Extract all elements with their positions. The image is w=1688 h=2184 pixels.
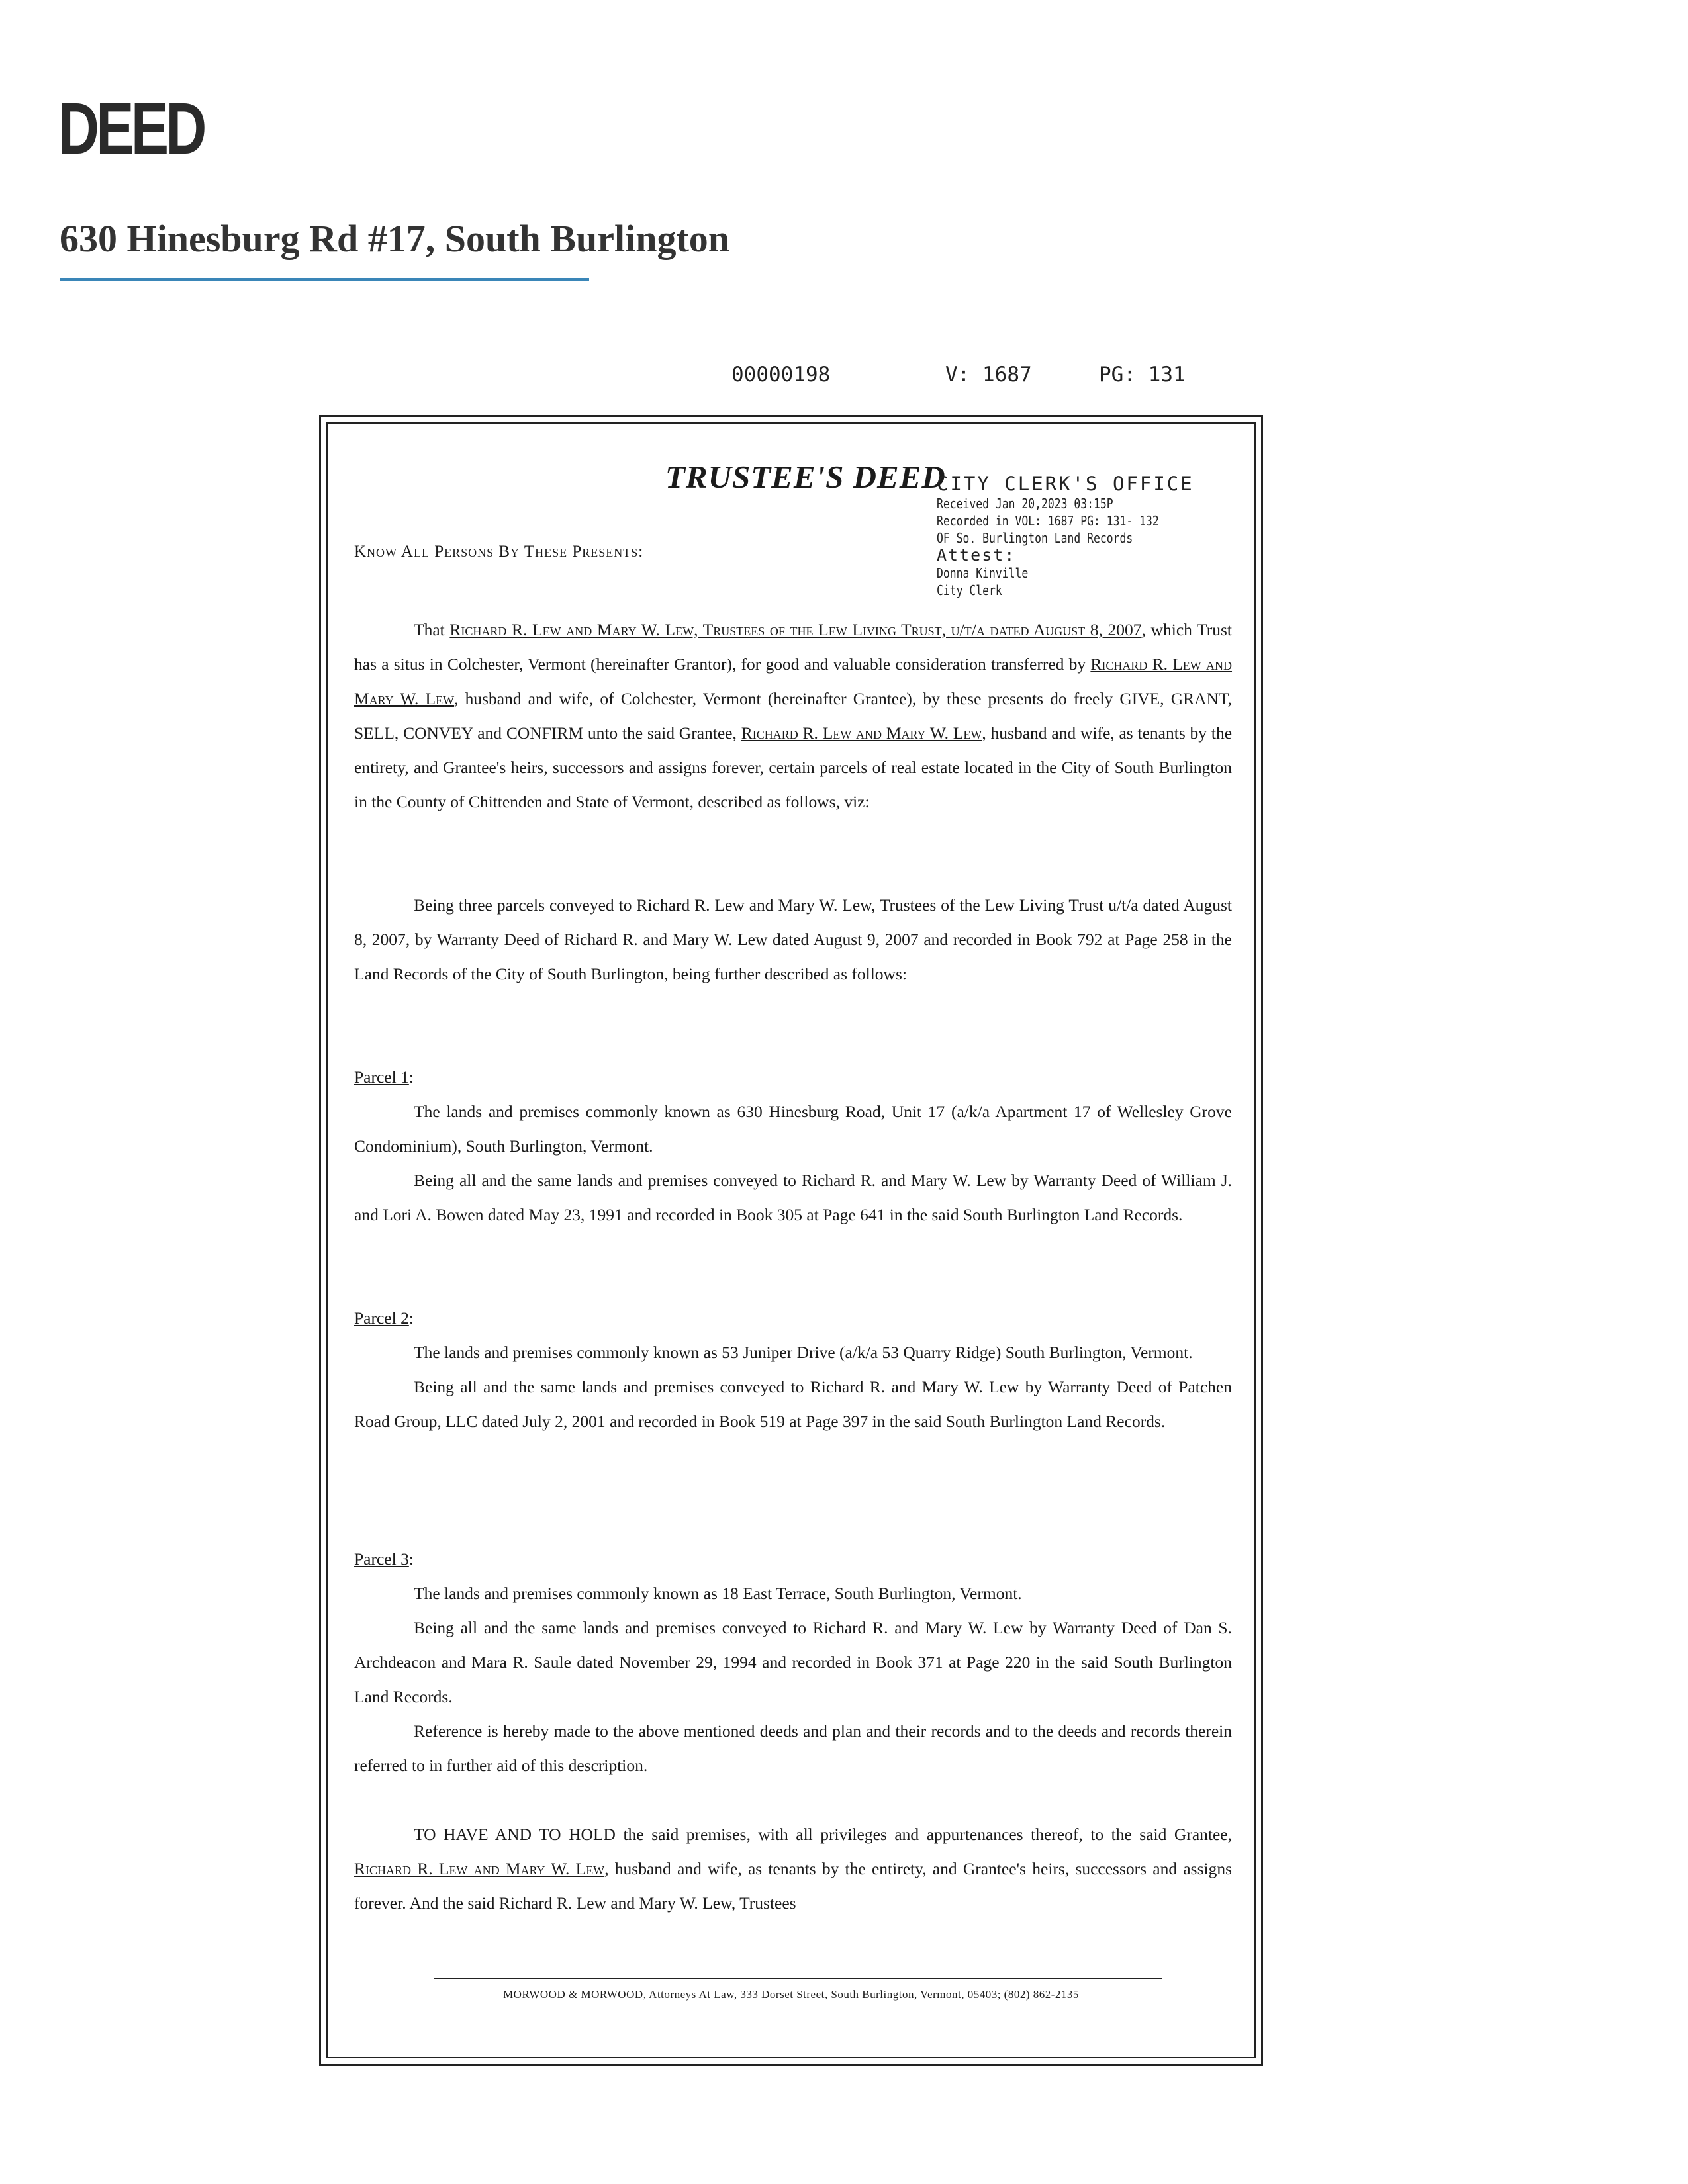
title-underline (60, 278, 589, 281)
habendum-text-b: , husband and wife, as tenants by the entirety, and Grantee's heirs, successors and assigns forever. And the said Richard R. Lew and Mary W. Lew, Trustees (354, 1859, 1233, 1913)
know-all-persons: Know All Persons By These Presents: (354, 543, 644, 561)
parcel-1: Parcel 1: The lands and premises commonly known as 630 Hinesburg Road, Unit 17 (a/k/a Apartment 17 of Wellesley Grove Condominium), South Burlington, Vermont. Being all and the same lands and premises conveyed to Richard R. and Mary W. Lew by Warranty Deed of William J. and Lori A. Bowen dated May 23, 1991 and recorded in Book 305 at Page 641 in the said South Burlington Land Records. (354, 1060, 1232, 1232)
deed-inner-border (326, 422, 1256, 2058)
habendum-text-a: TO HAVE AND TO HOLD the said premises, with all privileges and appurtenances thereof, to the said Grantee, (414, 1825, 1232, 1844)
granting-text-a: , which Trust has a situs in Colchester, Vermont (hereinafter Grantor), for good and valuable consideration transferred by (354, 620, 1232, 674)
clerk-stamp (937, 473, 1207, 599)
parcel-2-source: Being all and the same lands and premises conveyed to Richard R. and Mary W. Lew by Warranty Deed of Patchen Road Group, LLC dated July 2, 2001 and recorded in Book 519 at Page 397 in the said South Burlington Land Records. (354, 1377, 1232, 1431)
attest-label: Attest: (937, 545, 1016, 565)
clerk-title: City Clerk (937, 582, 1002, 598)
parcel-3-description: The lands and premises commonly known as 18 East Terrace, South Burlington, Vermont. (414, 1584, 1022, 1603)
that-text: That (414, 620, 450, 639)
records-of: OF So. Burlington Land Records (937, 530, 1133, 546)
recorded-in: Recorded in VOL: 1687 PG: 131- 132 (937, 513, 1159, 529)
parcel-2-description: The lands and premises commonly known as 53 Juniper Drive (a/k/a 53 Quarry Ridge) South Burlington, Vermont. (414, 1343, 1193, 1362)
three-parcels-paragraph (354, 888, 1232, 991)
grantee-name-2: Richard R. Lew and Mary W. Lew (741, 723, 982, 743)
parcel-1-source: Being all and the same lands and premises conveyed to Richard R. and Mary W. Lew by Warranty Deed of William J. and Lori A. Bowen dated May 23, 1991 and recorded in Book 305 at Page 641 in the said South Burlington Land Records. (354, 1171, 1232, 1224)
habendum-grantee: Richard R. Lew and Mary W. Lew (354, 1859, 605, 1878)
attorney-footer: MORWOOD & MORWOOD, Attorneys At Law, 333 Dorset Street, South Burlington, Vermont, 05403; (802) 862-2135 (503, 1988, 1079, 2001)
deed-document (319, 415, 1263, 2066)
parcel-1-description: The lands and premises commonly known as 630 Hinesburg Road, Unit 17 (a/k/a Apartment 17 of Wellesley Grove Condominium), South Burlington, Vermont. (354, 1102, 1232, 1156)
granting-text-c: , husband and wife, as tenants by the entirety, and Grantee's heirs, successors and assigns forever, certain parcels of real estate located in the City of South Burlington in the County of Chittenden and State of Vermont, described as follows, viz: (354, 723, 1233, 811)
three-parcels-text: Being three parcels conveyed to Richard R. Lew and Mary W. Lew, Trustees of the Lew Living Trust u/t/a dated August 8, 2007, by Warranty Deed of Richard R. and Mary W. Lew dated August 9, 2007 and recorded in Book 792 at Page 258 in the Land Records of the City of South Burlington, being further described as follows: (354, 895, 1232, 983)
parcel-2: Parcel 2: The lands and premises commonly known as 53 Juniper Drive (a/k/a 53 Quarry Ridge) South Burlington, Vermont. Being all and the same lands and premises conveyed to Richard R. and Mary W. Lew by Warranty Deed of Patchen Road Group, LLC dated July 2, 2001 and recorded in Book 519 at Page 397 in the said South Burlington Land Records. (354, 1301, 1232, 1439)
received-date: Received Jan 20,2023 03:15P (937, 496, 1113, 512)
property-address: 630 Hinesburg Rd #17, South Burlington (60, 217, 730, 260)
clerk-office: CITY CLERK'S OFFICE (937, 473, 1194, 495)
reference-paragraph (354, 1714, 1232, 1783)
parcel-3: Parcel 3: The lands and premises commonly known as 18 East Terrace, South Burlington, Vermont. Being all and the same lands and premises conveyed to Richard R. and Mary W. Lew by Warranty Deed of Dan S. Archdeacon and Mara R. Saule dated November 29, 1994 and recorded in Book 371 at Page 220 in the said South Burlington Land Records. (354, 1542, 1232, 1714)
deed-title: TRUSTEE'S DEED (665, 459, 946, 495)
parcel-1-label: Parcel 1 (354, 1068, 409, 1087)
page-title: DEED (58, 88, 204, 169)
reference-text: Reference is hereby made to the above mentioned deeds and plan and their records and to the deeds and records therein referred to in further aid of this description. (354, 1721, 1232, 1775)
footer-divider (434, 1978, 1162, 1979)
parcel-3-label: Parcel 3 (354, 1549, 409, 1569)
record-page: PG: 131 (1099, 363, 1186, 387)
parcel-3-source: Being all and the same lands and premises conveyed to Richard R. and Mary W. Lew by Warranty Deed of Dan S. Archdeacon and Mara R. Saule dated November 29, 1994 and recorded in Book 371 at Page 220 in the said South Burlington Land Records. (354, 1618, 1232, 1706)
granting-text-b: , husband and wife, of Colchester, Vermont (hereinafter Grantee), by these presents do freely GIVE, GRANT, SELL, CONVEY and CONFIRM unto the said Grantee, (354, 689, 1233, 743)
clerk-name: Donna Kinville (937, 565, 1029, 581)
grantee-name: Richard R. Lew and Mary W. Lew (354, 655, 1233, 708)
habendum-paragraph (354, 1817, 1232, 1921)
grantor-name: Richard R. Lew and Mary W. Lew, Trustees of the Lew Living Trust, u/t/a dated August 8, 2007 (449, 620, 1142, 639)
record-number: 00000198 (731, 363, 831, 387)
granting-paragraph (354, 613, 1232, 819)
record-volume: V: 1687 (945, 363, 1032, 387)
parcel-2-label: Parcel 2 (354, 1308, 409, 1328)
